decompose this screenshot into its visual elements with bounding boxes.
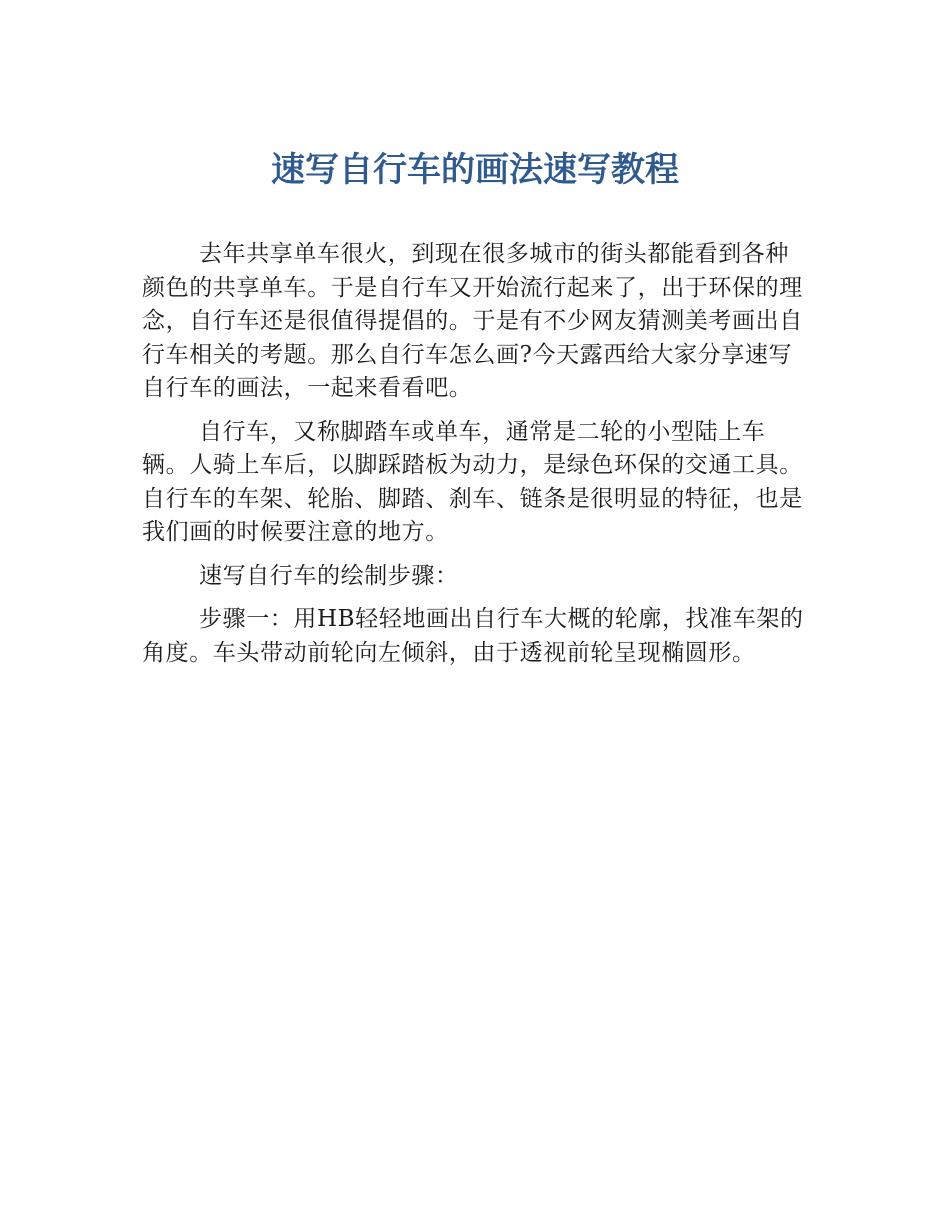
paragraph-step-one: 步骤一：用HB轻轻地画出自行车大概的轮廓，找准车架的角度。车头带动前轮向左倾斜，由于透视前轮呈现椭圆形。 — [142, 606, 804, 666]
paragraph-steps-heading: 速写自行车的绘制步骤： — [199, 562, 459, 589]
document-body — [142, 238, 812, 680]
paragraph-intro: 去年共享单车很火，到现在很多城市的街头都能看到各种颜色的共享单车。于是自行车又开始流行起来了，出于环保的理念，自行车还是很值得提倡的。于是有不少网友猜测美考画出自行车相关的考题。那么自行车怎么画?今天露西给大家分享速写自行车的画法，一起来看看吧。 — [142, 241, 803, 401]
document-title: 速写自行车的画法速写教程 — [271, 150, 679, 190]
paragraph-bicycle-definition: 自行车，又称脚踏车或单车，通常是二轮的小型陆上车辆。人骑上车后，以脚踩踏板为动力，是绿色环保的交通工具。自行车的车架、轮胎、脚踏、刹车、链条是很明显的特征，也是我们画的时候要注意的地方。 — [142, 418, 803, 545]
